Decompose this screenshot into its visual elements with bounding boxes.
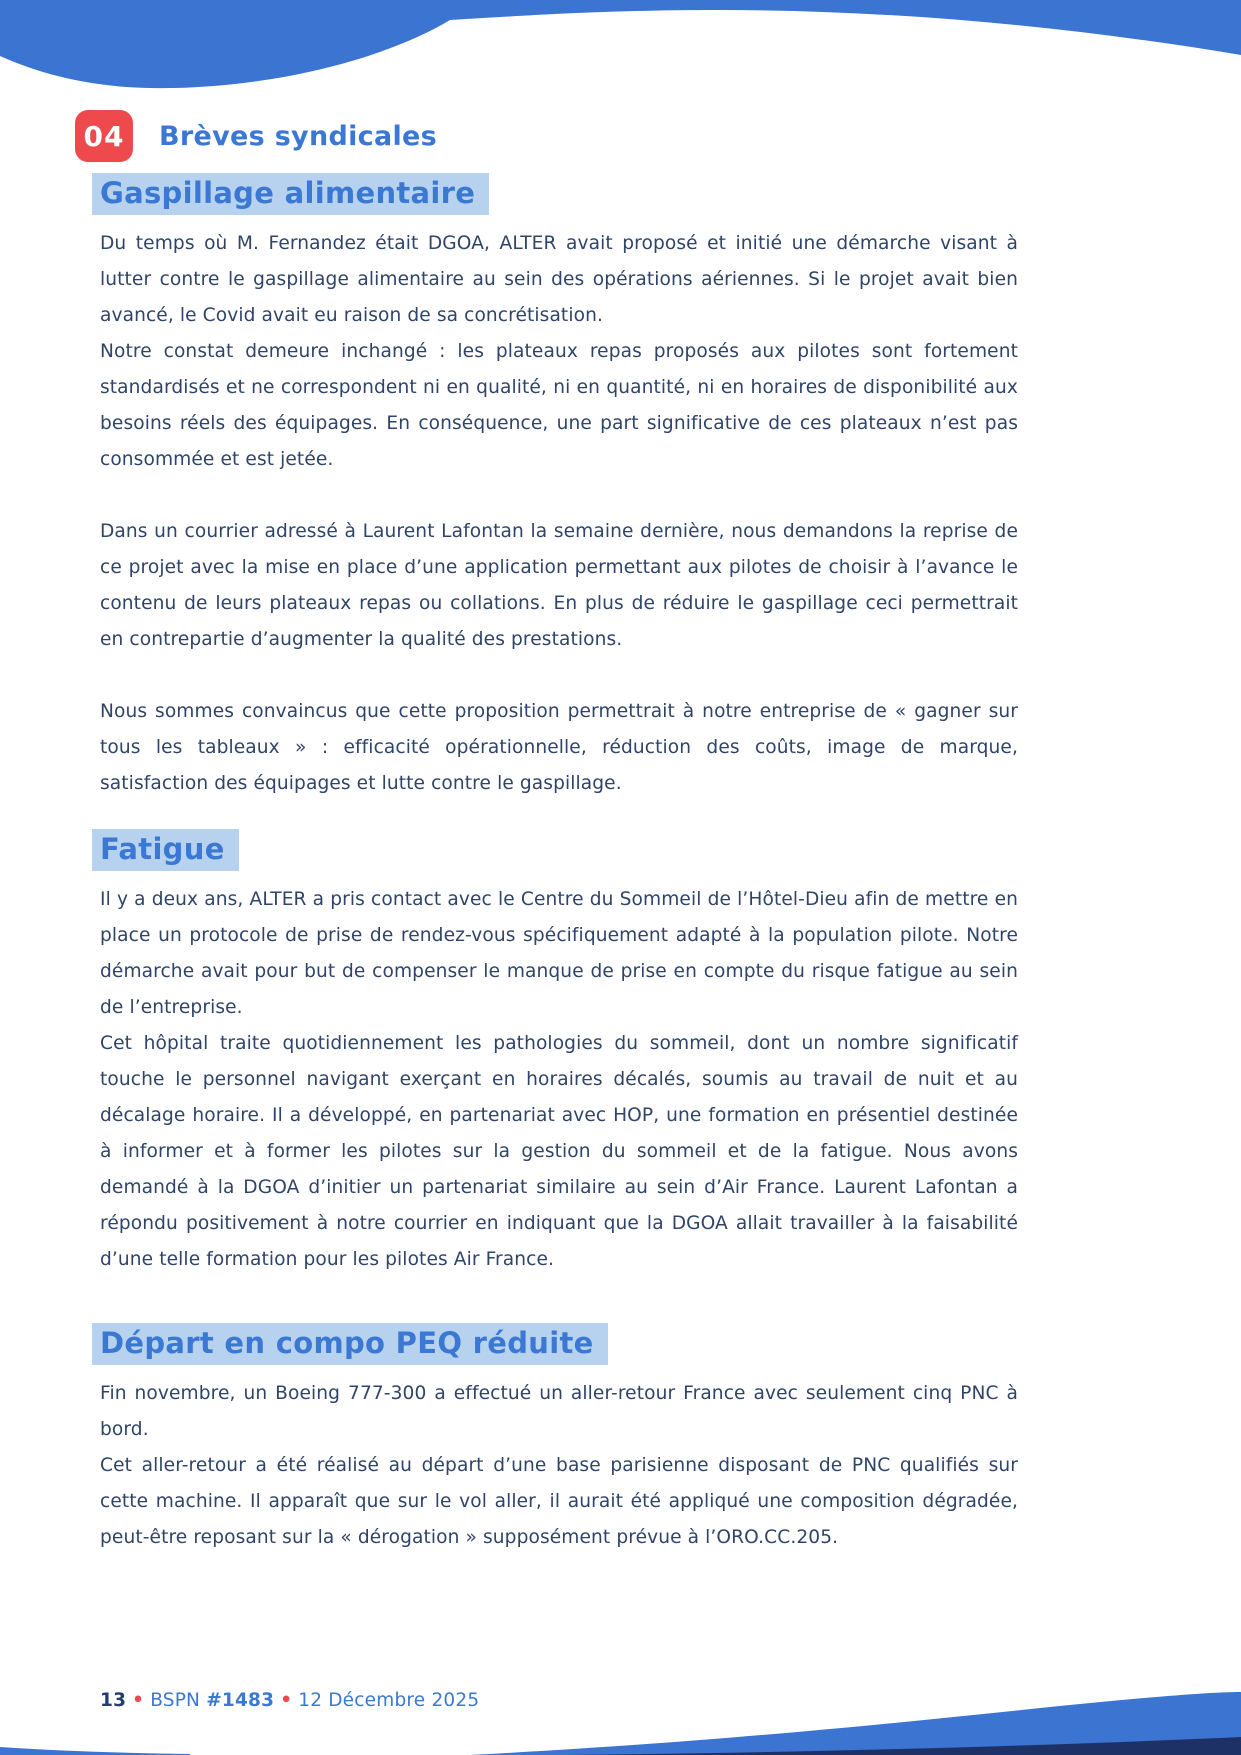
chapter-title: Brèves syndicales (159, 120, 438, 152)
paragraph: Il y a deux ans, ALTER a pris contact avec le Centre du Sommeil de l’Hôtel-Dieu afin de mettre en place un protocole de prise de rendez-vous spécifiquement adapté à la population pilote. Notre démarche avait pour but de compenser le manque de prise en compte du risque fatigue au sein de l’entreprise. (100, 889, 1018, 1018)
page-number: 13 (100, 1690, 127, 1711)
section-title-fatigue (100, 832, 1018, 866)
publication-name: BSPN (150, 1690, 201, 1711)
footer-separator: • (132, 1690, 145, 1711)
issue-number: #1483 (206, 1690, 275, 1711)
paragraph: Dans un courrier adressé à Laurent Lafontan la semaine dernière, nous demandons la reprise de ce projet avec la mise en place d’une application permettant aux pilotes de choisir à l’avance le contenu de leurs plateaux repas ou collations. En plus de réduire le gaspillage ceci permettrait en contrepartie d’augmenter la qualité des prestations. (100, 521, 1018, 650)
chapter-header (75, 110, 1018, 162)
paragraph: Notre constat demeure inchangé : les plateaux repas proposés aux pilotes sont fortement standardisés et ne correspondent ni en qualité, ni en quantité, ni en horaires de disponibilité aux besoins réels des équipages. En conséquence, une part significative de ces plateaux n’est pas consommée et est jetée. (100, 341, 1018, 470)
paragraph: Du temps où M. Fernandez était DGOA, ALTER avait proposé et initié une démarche visant à lutter contre le gaspillage alimentaire au sein des opérations aériennes. Si le projet avait bien avancé, le Covid avait eu raison de sa concrétisation. (100, 233, 1018, 326)
page-content (83, 110, 1018, 1556)
footer-separator: • (280, 1690, 293, 1711)
section-title-depart-peq (100, 1326, 1018, 1360)
paragraph: Cet hôpital traite quotidiennement les pathologies du sommeil, dont un nombre significatif touche le personnel navigant exerçant en horaires décalés, soumis au travail de nuit et au décalage horaire. Il a développé, en partenariat avec HOP, une formation en présentiel destinée à informer et à former les pilotes sur la gestion du sommeil et de la fatigue. Nous avons demandé à la DGOA d’initier un partenariat similaire au sein d’Air France. Laurent Lafontan a répondu positivement à notre courrier en indiquant que la DGOA allait travailler à la faisabilité d’une telle formation pour les pilotes Air France. (100, 1033, 1018, 1270)
bottom-wave-decoration (0, 1625, 1241, 1755)
section-title-highlight: Départ en compo PEQ réduite (92, 1323, 608, 1365)
paragraph: Nous sommes convaincus que cette proposition permettrait à notre entreprise de « gagner sur tous les tableaux » : efficacité opérationnelle, réduction des coûts, image de marque, satisfaction des équipages et lutte contre le gaspillage. (100, 701, 1018, 794)
top-wave-decoration (0, 0, 1241, 100)
paragraph: Cet aller-retour a été réalisé au départ d’une base parisienne disposant de PNC qualifiés sur cette machine. Il apparaît que sur le vol aller, il aurait été appliqué une composition dégradée, peut-être reposant sur la « dérogation » supposément prévue à l’ORO.CC.205. (100, 1455, 1018, 1548)
chapter-number-badge: 04 (75, 110, 133, 162)
section-title-gaspillage (100, 176, 1018, 210)
section-title-highlight: Fatigue (92, 829, 239, 871)
issue-date: 12 Décembre 2025 (298, 1690, 480, 1711)
paragraph: Fin novembre, un Boeing 777-300 a effectué un aller-retour France avec seulement cinq PNC à bord. (100, 1383, 1018, 1440)
section-title-highlight: Gaspillage alimentaire (92, 173, 489, 215)
